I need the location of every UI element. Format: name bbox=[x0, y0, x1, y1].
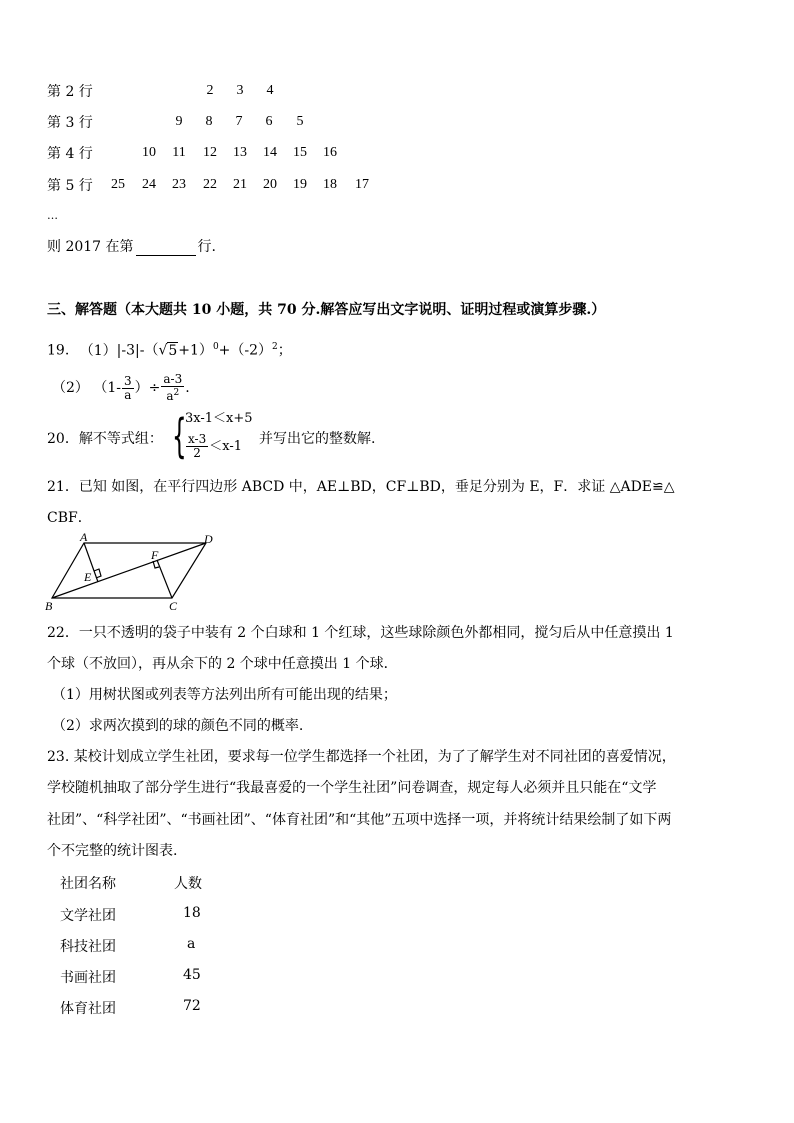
parallelogram-figure bbox=[44, 530, 224, 616]
ineq2-numerator: x-3 bbox=[188, 432, 207, 446]
table-row-count: 45 bbox=[183, 967, 201, 983]
row5-value: 17 bbox=[355, 177, 369, 192]
row2-value: 4 bbox=[266, 83, 274, 98]
q22-line2: 个球（不放回），再从余下的 2 个球中任意摸出 1 个球． bbox=[47, 656, 398, 672]
frac2-denominator bbox=[164, 387, 181, 403]
row2-value: 3 bbox=[236, 83, 244, 98]
inequality-2 bbox=[185, 433, 242, 460]
label-d: D bbox=[204, 532, 213, 546]
q23-line2: 学校随机抽取了部分学生进行“我最喜爱的一个学生社团”问卷调查，规定每人必须并且只能在“文学 bbox=[47, 780, 657, 796]
q19-part2 bbox=[52, 372, 190, 404]
q20-number: 20．解不等式组： bbox=[47, 431, 163, 447]
label-c: C bbox=[169, 599, 178, 613]
row4-value: 12 bbox=[203, 145, 217, 160]
row5-value: 20 bbox=[263, 177, 277, 192]
row5-value: 19 bbox=[293, 177, 307, 192]
q19-part1-d: ； bbox=[277, 342, 292, 359]
table-row-club: 科技社团 bbox=[60, 939, 116, 955]
q19-part2-b: ）÷ bbox=[134, 380, 161, 396]
q19-part1-a: |-3|-（ bbox=[116, 342, 159, 359]
question-suffix: 行. bbox=[197, 239, 216, 255]
q23-line1: 23. 某校计划成立学生社团，要求每一位学生都选择一个社团，为了了解学生对不同社团的喜爱情况， bbox=[47, 749, 676, 765]
row5-value: 24 bbox=[142, 177, 156, 192]
row4-value: 15 bbox=[293, 145, 307, 160]
row3-value: 6 bbox=[265, 114, 273, 129]
row4-value: 10 bbox=[142, 145, 156, 160]
diagonal-bd bbox=[52, 543, 206, 598]
table-row-club: 文学社团 bbox=[60, 908, 116, 924]
ellipsis: … bbox=[47, 209, 58, 222]
q19-exp2: 2 bbox=[272, 342, 278, 352]
fraction-a3-over-a2 bbox=[161, 373, 184, 403]
q19-number: 19. bbox=[47, 342, 70, 359]
answer-blank bbox=[136, 241, 196, 256]
q19-part2-c: . bbox=[185, 380, 190, 396]
table-row-count: 18 bbox=[183, 905, 201, 921]
q19-exp0: 0 bbox=[212, 342, 219, 352]
row5-value: 25 bbox=[111, 177, 125, 192]
label-b: B bbox=[45, 599, 53, 613]
q19-part2-label: （2） bbox=[52, 380, 89, 396]
row4-value: 11 bbox=[172, 145, 186, 160]
q21-line2: CBF． bbox=[47, 510, 92, 526]
q19-sqrt-radicand: 5 bbox=[168, 342, 178, 359]
row5-value: 23 bbox=[172, 177, 186, 192]
table-row-club: 书画社团 bbox=[60, 970, 116, 986]
row3-value: 5 bbox=[296, 114, 304, 129]
ineq2-rest: ＜x-1 bbox=[209, 439, 243, 454]
row-label-2: 第 2 行 bbox=[47, 84, 93, 100]
frac2-denominator-exp: 2 bbox=[173, 388, 180, 398]
q22-line1: 22．一只不透明的袋子中装有 2 个白球和 1 个红球，这些球除颜色外都相同，搅匀后从中任意摸出 1 bbox=[47, 625, 674, 641]
triangle-question bbox=[47, 238, 216, 256]
system-brace: { bbox=[172, 409, 187, 463]
table-header-count: 人数 bbox=[174, 876, 202, 892]
frac2-denominator-base: a bbox=[166, 389, 174, 403]
q19-part1 bbox=[47, 338, 292, 360]
q23-line3: 社团”、“科学社团”、“书画社团”、“体育社团”和“其他”五项中选择一项，并将统计结果绘制了如下两 bbox=[47, 812, 672, 828]
label-e: E bbox=[84, 570, 92, 584]
frac1-denominator: a bbox=[124, 387, 132, 402]
q20-tail: 并写出它的整数解. bbox=[259, 431, 376, 447]
table-row-count: 72 bbox=[183, 998, 201, 1014]
row3-value: 9 bbox=[175, 114, 183, 129]
inequality-1: 3x-1＜x+5 bbox=[185, 411, 253, 426]
row4-value: 13 bbox=[233, 145, 247, 160]
table-row-count: a bbox=[187, 936, 196, 952]
segment-cf bbox=[157, 560, 172, 598]
q19-part1-b: +1） bbox=[178, 342, 213, 359]
row3-value: 8 bbox=[205, 114, 213, 129]
table-header-club: 社团名称 bbox=[60, 876, 116, 892]
frac1-numerator: 3 bbox=[124, 373, 132, 388]
row-label-3: 第 3 行 bbox=[47, 115, 93, 131]
q22-part1: （1）用树状图或列表等方法列出所有可能出现的结果； bbox=[52, 687, 397, 703]
fraction-3-over-a bbox=[122, 375, 134, 402]
row4-value: 14 bbox=[263, 145, 277, 160]
label-f: F bbox=[151, 548, 159, 562]
ineq2-fraction bbox=[186, 433, 208, 460]
sqrt-symbol: √ bbox=[158, 342, 168, 359]
q19-part1-label: （1） bbox=[79, 342, 117, 359]
q23-line4: 个不完整的统计图表. bbox=[47, 843, 178, 859]
row5-value: 21 bbox=[233, 177, 247, 192]
row5-value: 18 bbox=[323, 177, 337, 192]
q19-part1-c: +（-2） bbox=[218, 342, 273, 359]
q21-line1: 21．已知 如图，在平行四边形 ABCD 中，AE⊥BD，CF⊥BD，垂足分别为 E，F．求证 △ADE≌△ bbox=[47, 479, 675, 495]
ineq2-denominator: 2 bbox=[193, 446, 201, 460]
row-label-4: 第 4 行 bbox=[47, 146, 93, 162]
row4-value: 16 bbox=[323, 145, 337, 160]
question-prefix: 则 2017 在第 bbox=[47, 239, 134, 255]
row-label-5: 第 5 行 bbox=[47, 178, 93, 194]
row3-value: 7 bbox=[235, 114, 243, 129]
q19-part2-a: （1- bbox=[93, 380, 122, 396]
q22-part2: （2）求两次摸到的球的颜色不同的概率. bbox=[52, 718, 304, 734]
table-row-club: 体育社团 bbox=[60, 1001, 116, 1017]
section-heading: 三、解答题（本大题共 10 小题，共 70 分.解答应写出文字说明、证明过程或演算步骤.） bbox=[47, 302, 606, 318]
label-a: A bbox=[80, 530, 88, 544]
frac2-numerator: a-3 bbox=[163, 372, 183, 386]
row5-value: 22 bbox=[203, 177, 217, 192]
row2-value: 2 bbox=[206, 83, 214, 98]
